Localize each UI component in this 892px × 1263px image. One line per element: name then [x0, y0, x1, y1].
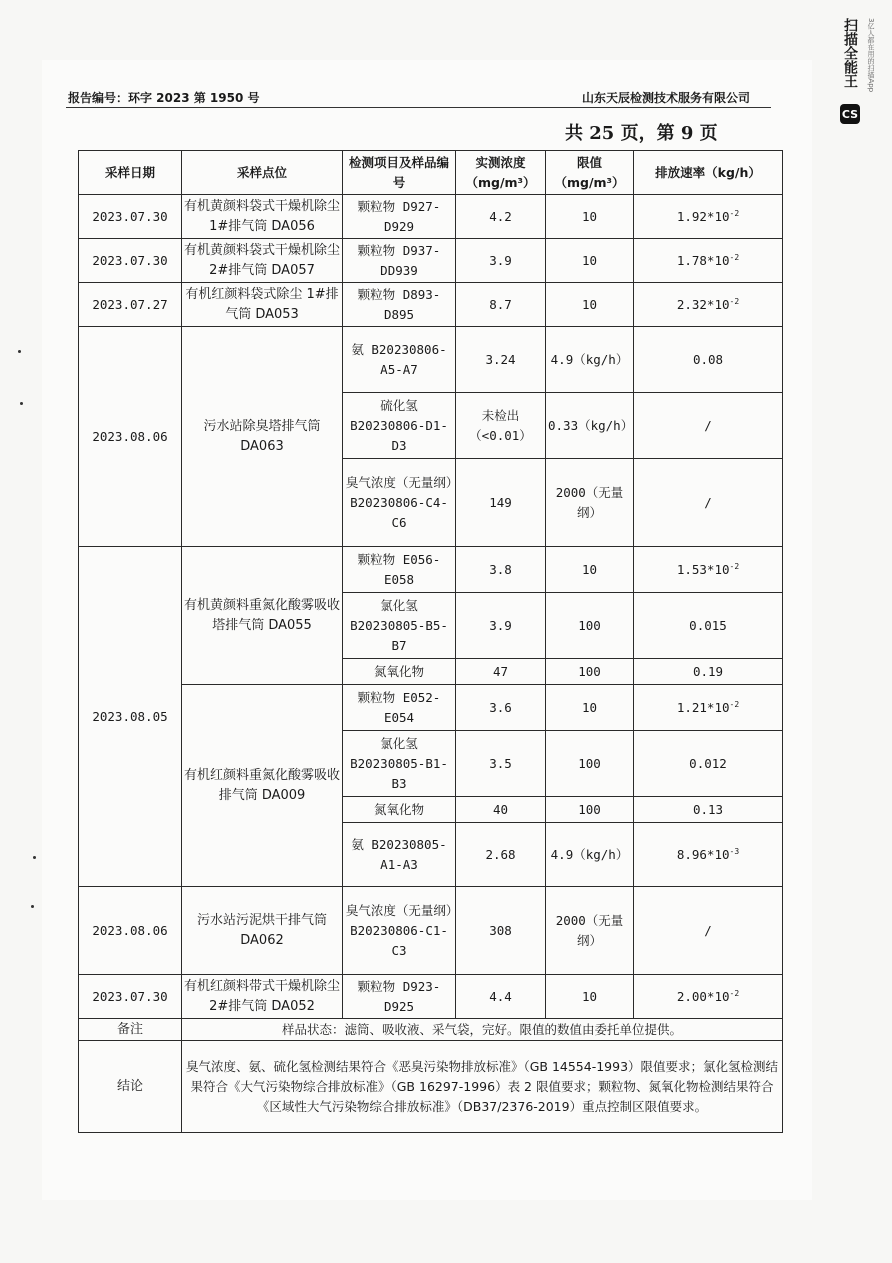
sample-date: 2023.07.30	[79, 975, 182, 1019]
limit-value: 100	[546, 797, 634, 823]
emission-rate: $8.96*10^{-3}$	[634, 823, 783, 887]
sample-location: 有机黄颜料重氮化酸雾吸收塔排气筒 DA055	[182, 547, 343, 685]
measured-value: 3.6	[456, 685, 546, 731]
page-count: 共 25 页，第 9 页	[565, 123, 718, 144]
measured-value: 3.8	[456, 547, 546, 593]
test-item: 颗粒物 D927-D929	[343, 195, 456, 239]
limit-value: 100	[546, 731, 634, 797]
measured-value: 8.7	[456, 283, 546, 327]
measured-value: 4.4	[456, 975, 546, 1019]
limit-value: 4.9（kg/h）	[546, 327, 634, 393]
test-item: 臭气浓度（无量纲）B20230806-C1-C3	[343, 887, 456, 975]
sample-location: 有机红颜料带式干燥机除尘 2#排气筒 DA052	[182, 975, 343, 1019]
test-item: 颗粒物 D923-D925	[343, 975, 456, 1019]
scanner-brand: 扫描全能王	[842, 18, 858, 88]
scan-speck	[31, 905, 34, 908]
sample-location: 有机黄颜料袋式干燥机除尘 1#排气筒 DA056	[182, 195, 343, 239]
limit-value: 2000（无量纲）	[546, 887, 634, 975]
test-item: 颗粒物 D893-D895	[343, 283, 456, 327]
scan-speck	[20, 402, 23, 405]
conclusion-row	[79, 1041, 783, 1133]
company-name: 山东天辰检测技术服务有限公司	[581, 91, 750, 105]
emission-rate: /	[634, 459, 783, 547]
table-row	[79, 975, 783, 1019]
emission-rate: 0.19	[634, 659, 783, 685]
header-location: 采样点位	[182, 151, 343, 195]
limit-value: 10	[546, 283, 634, 327]
note-text: 样品状态：滤筒、吸收液、采气袋，完好。限值的数值由委托单位提供。	[182, 1019, 783, 1041]
table-row	[79, 547, 783, 593]
emission-rate: 0.13	[634, 797, 783, 823]
table-row	[79, 327, 783, 393]
emission-rate: $2.00*10^{-2}$	[634, 975, 783, 1019]
limit-value: 100	[546, 593, 634, 659]
test-item: 臭气浓度（无量纲）B20230806-C4-C6	[343, 459, 456, 547]
emission-rate: /	[634, 393, 783, 459]
sample-date: 2023.07.30	[79, 239, 182, 283]
conclusion-text: 臭气浓度、氨、硫化氢检测结果符合《恶臭污染物排放标准》（GB 14554-1993）限值要求；氯化氢检测结果符合《大气污染物综合排放标准》（GB 16297-1996）表 2 限值要求；颗粒物、氮氧化物检测结果符合《区域性大气污染物综合排放标准》（DB37/2376-2019）重点控制区限值要求。	[182, 1041, 783, 1133]
table-row	[79, 685, 783, 731]
limit-value: 10	[546, 239, 634, 283]
test-item: 颗粒物 E056-E058	[343, 547, 456, 593]
conclusion-label: 结论	[79, 1041, 182, 1133]
limit-value: 10	[546, 547, 634, 593]
measured-value: 3.9	[456, 239, 546, 283]
sample-location: 污水站除臭塔排气筒 DA063	[182, 327, 343, 547]
note-label: 备注	[79, 1019, 182, 1041]
limit-value: 100	[546, 659, 634, 685]
sample-location: 污水站污泥烘干排气筒 DA062	[182, 887, 343, 975]
camscanner-logo-icon: CS	[840, 104, 860, 124]
test-item: 氨 B20230806-A5-A7	[343, 327, 456, 393]
limit-value: 0.33（kg/h）	[546, 393, 634, 459]
table-row	[79, 283, 783, 327]
measured-value: 3.5	[456, 731, 546, 797]
sample-location: 有机红颜料重氮化酸雾吸收排气筒 DA009	[182, 685, 343, 887]
scan-speck	[33, 856, 36, 859]
test-item: 氮氧化物	[343, 797, 456, 823]
header-measured: 实测浓度（mg/m³）	[456, 151, 546, 195]
header-limit: 限值（mg/m³）	[546, 151, 634, 195]
table-row	[79, 887, 783, 975]
table-row	[79, 239, 783, 283]
test-item: 颗粒物 D937-DD939	[343, 239, 456, 283]
emission-results-table	[78, 150, 783, 1133]
header-date: 采样日期	[79, 151, 182, 195]
test-item: 氨 B20230805-A1-A3	[343, 823, 456, 887]
measured-value: 40	[456, 797, 546, 823]
table-header-row	[79, 151, 783, 195]
header-divider	[66, 107, 771, 108]
sample-date: 2023.08.06	[79, 327, 182, 547]
emission-rate: $1.53*10^{-2}$	[634, 547, 783, 593]
scanner-tagline: 3亿人都在用的扫描App	[867, 18, 875, 93]
scan-speck	[18, 350, 21, 353]
emission-rate: $2.32*10^{-2}$	[634, 283, 783, 327]
sample-location: 有机黄颜料袋式干燥机除尘 2#排气筒 DA057	[182, 239, 343, 283]
emission-rate: $1.92*10^{-2}$	[634, 195, 783, 239]
sample-date: 2023.07.30	[79, 195, 182, 239]
test-item: 氯化氢 B20230805-B5-B7	[343, 593, 456, 659]
sample-date: 2023.07.27	[79, 283, 182, 327]
sample-location: 有机红颜料袋式除尘 1#排气筒 DA053	[182, 283, 343, 327]
measured-value: 3.24	[456, 327, 546, 393]
test-item: 硫化氢 B20230806-D1-D3	[343, 393, 456, 459]
limit-value: 4.9（kg/h）	[546, 823, 634, 887]
test-item: 颗粒物 E052-E054	[343, 685, 456, 731]
emission-rate: $1.21*10^{-2}$	[634, 685, 783, 731]
measured-value: 4.2	[456, 195, 546, 239]
emission-rate: /	[634, 887, 783, 975]
emission-rate: 0.015	[634, 593, 783, 659]
test-item: 氮氧化物	[343, 659, 456, 685]
header-rate: 排放速率（kg/h）	[634, 151, 783, 195]
limit-value: 2000（无量纲）	[546, 459, 634, 547]
measured-value: 3.9	[456, 593, 546, 659]
limit-value: 10	[546, 685, 634, 731]
sample-date: 2023.08.05	[79, 547, 182, 887]
emission-rate: 0.08	[634, 327, 783, 393]
measured-value: 未检出（<0.01）	[456, 393, 546, 459]
measured-value: 2.68	[456, 823, 546, 887]
test-item: 氯化氢 B20230805-B1-B3	[343, 731, 456, 797]
measured-value: 308	[456, 887, 546, 975]
emission-rate: $1.78*10^{-2}$	[634, 239, 783, 283]
note-row	[79, 1019, 783, 1041]
limit-value: 10	[546, 195, 634, 239]
emission-rate: 0.012	[634, 731, 783, 797]
measured-value: 149	[456, 459, 546, 547]
sample-date: 2023.08.06	[79, 887, 182, 975]
table-row	[79, 195, 783, 239]
header-item: 检测项目及样品编号	[343, 151, 456, 195]
limit-value: 10	[546, 975, 634, 1019]
report-number: 报告编号：环字 2023 第 1950 号	[68, 91, 260, 105]
measured-value: 47	[456, 659, 546, 685]
